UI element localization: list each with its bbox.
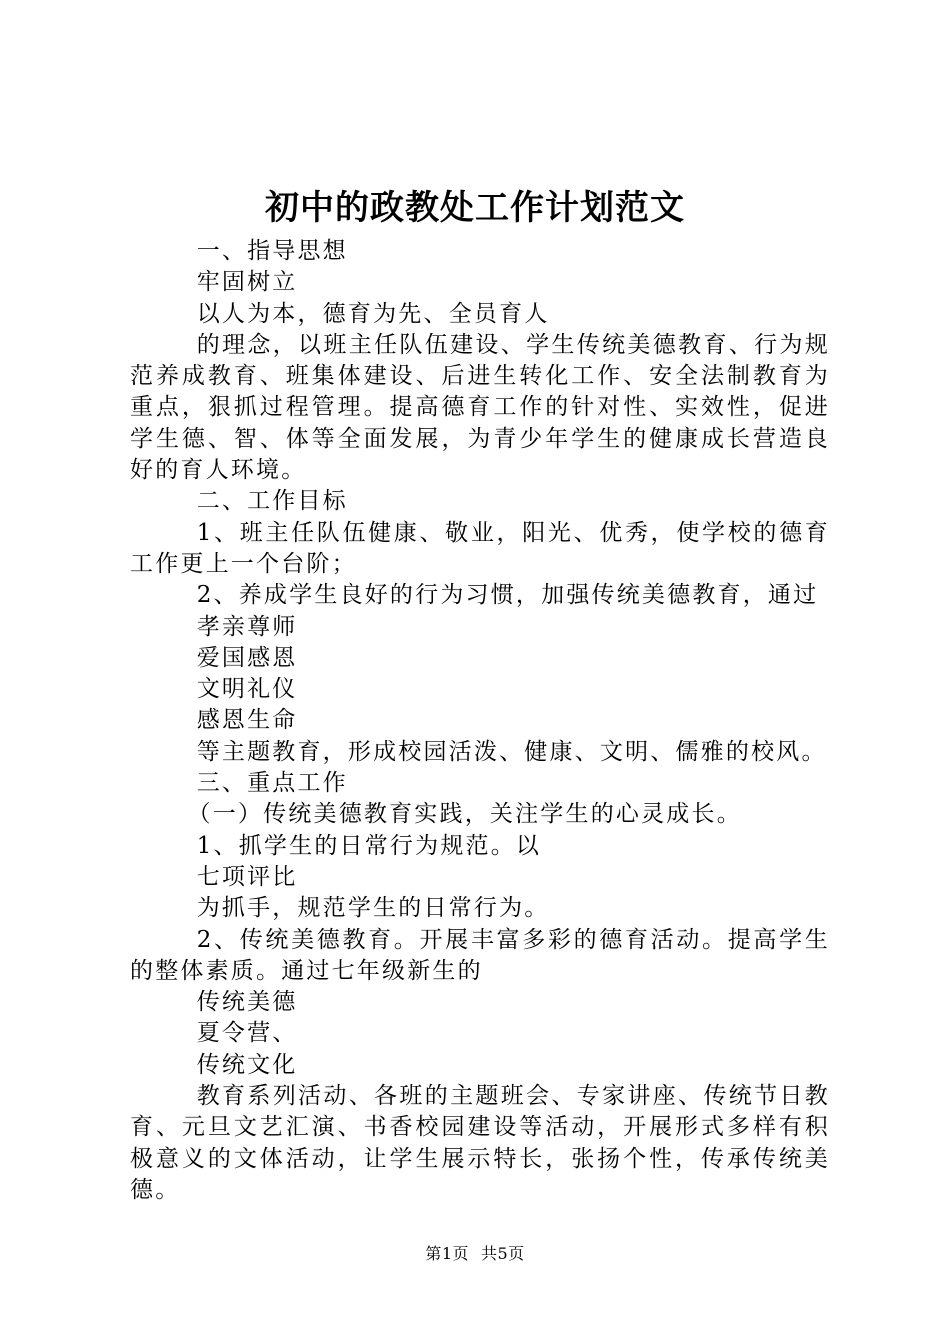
paragraph: 的理念，以班主任队伍建设、学生传统美德教育、行为规范养成教育、班集体建设、后进生转化工作、安全法制教育为重点，狠抓过程管理。提高德育工作的针对性、实效性，促进学生德、智、体等全面发展，为青少年学生的健康成长营造良好的育人环境。 [130,331,830,484]
section-heading: 一、指导思想 [196,238,348,264]
paragraph: 1、班主任队伍健康、敬业，阳光、优秀，使学校的德育工作更上一个台阶； [130,519,830,577]
page-total: 共5页 [481,1244,525,1263]
document-body [130,236,830,1206]
section-heading: 三、重点工作 [196,770,348,797]
section-heading: 二、工作目标 [196,488,348,515]
paragraph: 七项评比 [196,863,298,890]
paragraph: 夏令营、 [196,1020,298,1047]
paragraph: 2、传统美德教育。开展丰富多彩的德育活动。提高学生的整体素质。通过七年级新生的 [130,926,830,984]
paragraph: 1、抓学生的日常行为规范。以 [196,832,542,859]
page-number: 第1页 [425,1244,469,1263]
paragraph: 文明礼仪 [196,676,298,703]
paragraph: 为抓手，规范学生的日常行为。 [196,895,550,922]
paragraph: 感恩生命 [196,707,298,734]
page-footer [0,1243,950,1265]
paragraph: 2、养成学生良好的行为习惯，加强传统美德教育，通过 [196,582,819,609]
paragraph: 传统文化 [196,1051,298,1078]
paragraph: 牢固树立 [196,269,298,296]
paragraph: 孝亲尊师 [196,613,298,640]
document-title: 初中的政教处工作计划范文 [265,188,685,228]
subsection-heading: （一）传统美德教育实践，关注学生的心灵成长。 [187,801,742,828]
paragraph: 以人为本，德育为先、全员育人 [196,300,550,327]
paragraph: 爱国感恩 [196,644,298,671]
paragraph: 教育系列活动、各班的主题班会、专家讲座、传统节日教育、元旦文艺汇演、书香校园建设等活动，开展形式多样有积极意义的文体活动，让学生展示特长，张扬个性，传承传统美德。 [130,1083,830,1203]
paragraph: 等主题教育，形成校园活泼、健康、文明、儒雅的校风。 [196,738,827,765]
paragraph: 传统美德 [196,989,298,1016]
